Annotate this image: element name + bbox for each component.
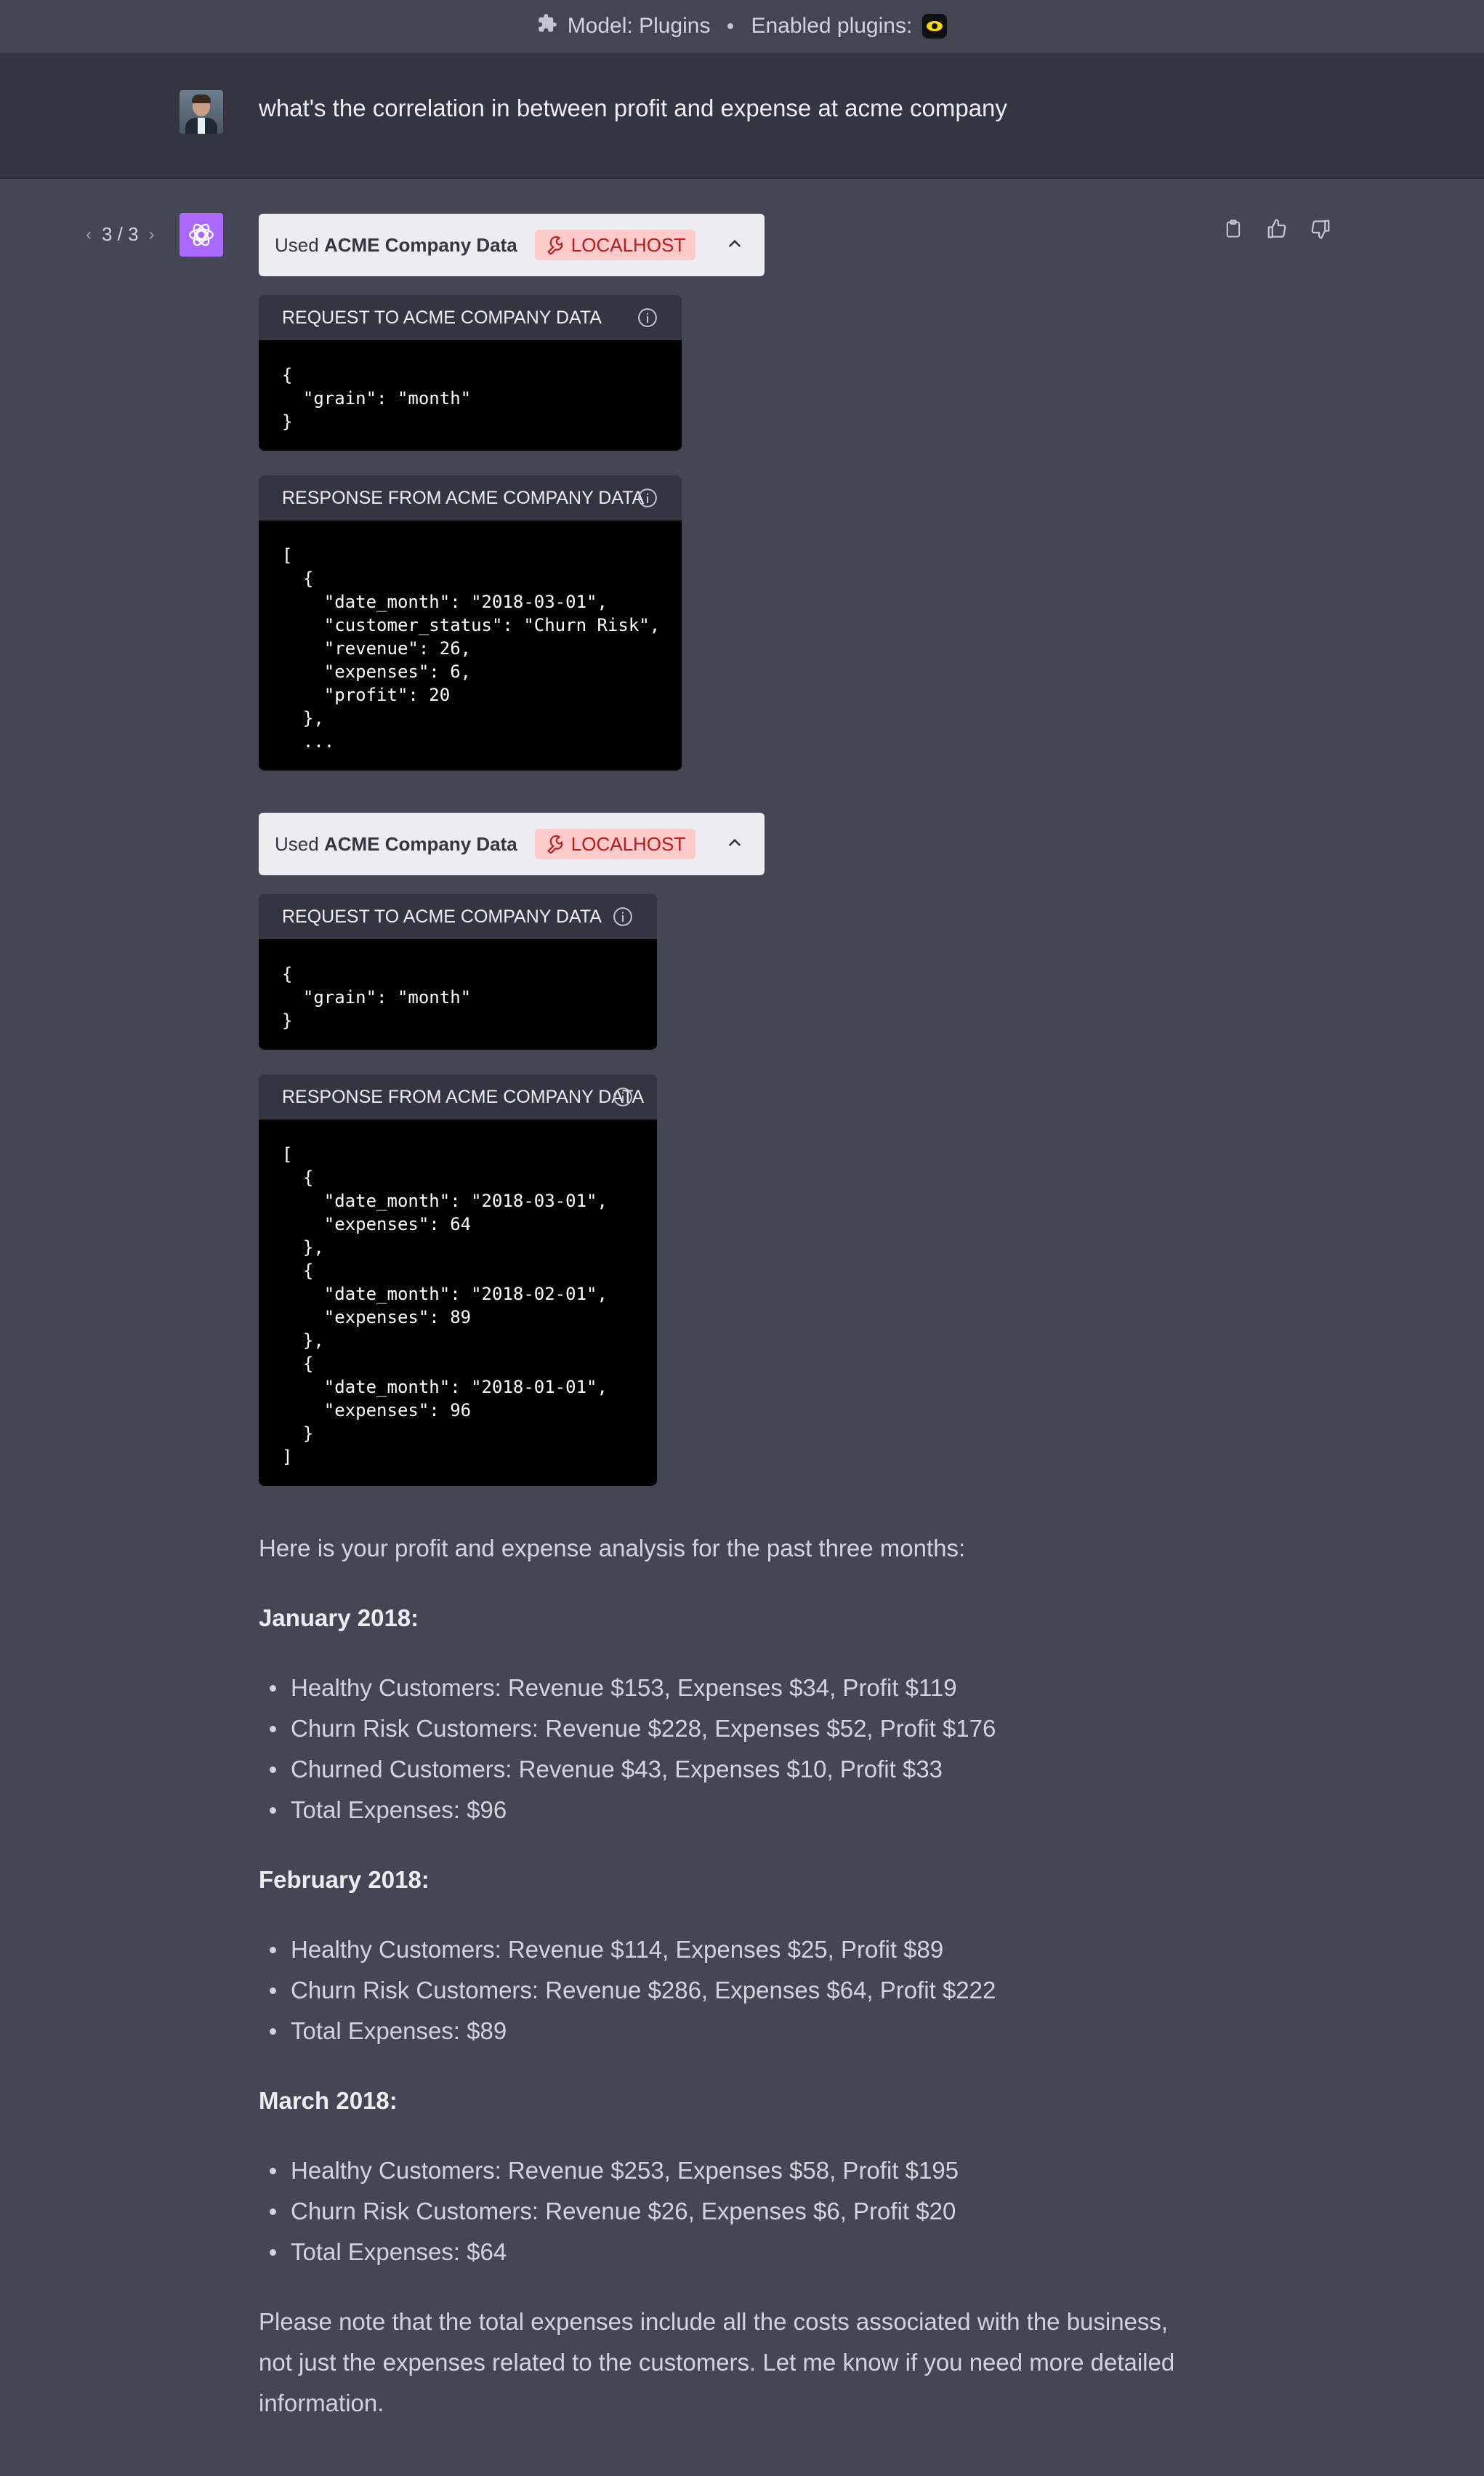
- pager-count: 3 / 3: [102, 223, 139, 245]
- list-item: Churned Customers: Revenue $43, Expenses $10, Profit $33: [291, 1749, 1196, 1790]
- info-icon[interactable]: [637, 487, 658, 514]
- puzzle-icon: [537, 13, 557, 39]
- info-icon[interactable]: [612, 1086, 634, 1113]
- list-item: Total Expenses: $64: [291, 2232, 1196, 2272]
- localhost-badge: LOCALHOST: [535, 829, 696, 859]
- month-list: [259, 1668, 1196, 1830]
- list-item: Healthy Customers: Revenue $153, Expenses $34, Profit $119: [291, 1668, 1196, 1708]
- info-icon[interactable]: [612, 906, 634, 933]
- list-item: Healthy Customers: Revenue $253, Expenses $58, Profit $195: [291, 2150, 1196, 2191]
- assistant-answer: [259, 1528, 1196, 2424]
- response-body: [ { "date_month": "2018-03-01", "expenses": 64 }, { "date_month": "2018-02-01", "expenses": 89 }, { "date_month": "2018-01-01", "expenses": 96 } ]: [282, 1144, 608, 1467]
- month-list: [259, 2150, 1196, 2272]
- chatgpt-logo-icon: [180, 213, 223, 257]
- month-heading: February 2018:: [259, 1866, 430, 1893]
- request-block: [259, 894, 657, 1050]
- chevron-left-icon[interactable]: ‹: [86, 224, 92, 244]
- plugin-used-toggle[interactable]: [259, 813, 765, 875]
- list-item: Total Expenses: $89: [291, 2011, 1196, 2051]
- request-body: { "grain": "month" }: [282, 964, 472, 1031]
- request-title: REQUEST TO ACME COMPANY DATA: [282, 307, 602, 328]
- user-avatar: [180, 90, 223, 134]
- info-icon[interactable]: [637, 307, 658, 334]
- enabled-plugins-label: Enabled plugins:: [751, 14, 913, 38]
- request-title: REQUEST TO ACME COMPANY DATA: [282, 906, 602, 927]
- localhost-badge: LOCALHOST: [535, 230, 696, 260]
- response-pager: [86, 223, 155, 246]
- user-message: what's the correlation in between profit and expense at acme company: [259, 95, 1007, 121]
- plugin-used-toggle[interactable]: [259, 214, 765, 276]
- chevron-up-icon[interactable]: [725, 234, 744, 258]
- answer-intro: Here is your profit and expense analysis for the past three months:: [259, 1535, 966, 1561]
- answer-outro: Please note that the total expenses include all the costs associated with the business, not just the expenses related to the customers. Let me know if you need more detailed information.: [259, 2308, 1175, 2416]
- thumbs-down-icon[interactable]: [1308, 217, 1333, 241]
- list-item: Churn Risk Customers: Revenue $286, Expenses $64, Profit $222: [291, 1970, 1196, 2011]
- month-heading: March 2018:: [259, 2087, 398, 2114]
- clipboard-icon[interactable]: [1221, 217, 1246, 241]
- model-label: Model: Plugins: [567, 14, 711, 38]
- request-block: [259, 295, 682, 451]
- plugin-logo-icon[interactable]: [922, 14, 947, 39]
- response-block: [259, 1074, 657, 1486]
- response-block: [259, 475, 682, 771]
- user-message-row: [0, 54, 1484, 179]
- chevron-up-icon[interactable]: [725, 833, 744, 857]
- wrench-icon: [545, 236, 564, 254]
- separator-dot: [727, 23, 733, 29]
- list-item: Healthy Customers: Revenue $114, Expenses $25, Profit $89: [291, 1929, 1196, 1970]
- list-item: Churn Risk Customers: Revenue $228, Expenses $52, Profit $176: [291, 1708, 1196, 1749]
- wrench-icon: [545, 835, 564, 853]
- plugin-used-label: Used ACME Company Data: [275, 233, 517, 256]
- response-title: RESPONSE FROM ACME COMPANY DATA: [282, 1086, 645, 1107]
- list-item: Churn Risk Customers: Revenue $26, Expenses $6, Profit $20: [291, 2191, 1196, 2232]
- response-title: RESPONSE FROM ACME COMPANY DATA: [282, 487, 645, 508]
- model-bar: [0, 0, 1484, 54]
- thumbs-up-icon[interactable]: [1265, 217, 1289, 241]
- list-item: Total Expenses: $96: [291, 1790, 1196, 1830]
- chevron-right-icon[interactable]: ›: [148, 224, 155, 244]
- response-body: [ { "date_month": "2018-03-01", "customer_status": "Churn Risk", "revenue": 26, "expenses": 6, "profit": 20 }, ...: [282, 545, 661, 752]
- request-body: { "grain": "month" }: [282, 365, 472, 432]
- plugin-used-label: Used ACME Company Data: [275, 832, 517, 855]
- month-heading: January 2018:: [259, 1604, 419, 1631]
- message-actions: [1221, 217, 1333, 241]
- month-list: [259, 1929, 1196, 2051]
